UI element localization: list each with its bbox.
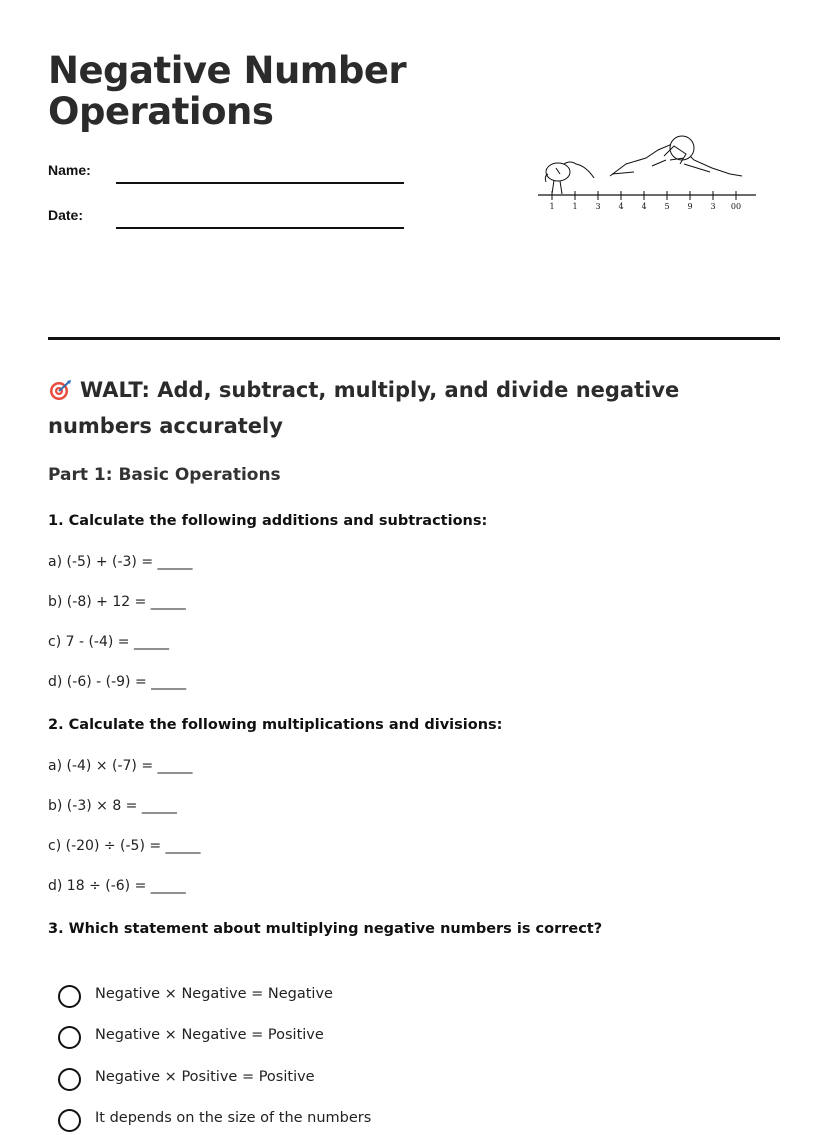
name-line[interactable] — [116, 182, 404, 184]
q2-item-b: b) (-3) × 8 = _____ — [48, 798, 177, 814]
number-line-label: 3 — [595, 202, 601, 211]
number-line-label: 9 — [687, 202, 693, 211]
number-line-label: 1 — [572, 202, 578, 211]
walt-text: WALT: Add, subtract, multiply, and divide negative numbers accurately — [48, 378, 680, 438]
kiwi-mountain-number-line-illustration — [534, 134, 760, 214]
radio-button[interactable] — [58, 1026, 81, 1049]
q3-option-4-label: It depends on the size of the numbers — [95, 1110, 372, 1126]
q1-item-c: c) 7 - (-4) = _____ — [48, 634, 169, 650]
number-line-label: 5 — [664, 202, 670, 211]
question-1-heading: 1. Calculate the following additions and subtractions: — [48, 513, 488, 529]
question-3-heading: 3. Which statement about multiplying negative numbers is correct? — [48, 921, 603, 937]
name-field[interactable] — [48, 160, 408, 190]
name-label: Name: — [48, 162, 91, 178]
q2-item-a: a) (-4) × (-7) = _____ — [48, 758, 193, 774]
section-divider — [48, 337, 780, 340]
q3-option-3-label: Negative × Positive = Positive — [95, 1069, 315, 1085]
q2-item-d: d) 18 ÷ (-6) = _____ — [48, 878, 186, 894]
q3-option-1-label: Negative × Negative = Negative — [95, 986, 333, 1002]
q1-item-d: d) (-6) - (-9) = _____ — [48, 674, 187, 690]
q3-option-2-label: Negative × Negative = Positive — [95, 1027, 324, 1043]
q1-item-b: b) (-8) + 12 = _____ — [48, 594, 186, 610]
date-field[interactable] — [48, 205, 408, 235]
question-2-heading: 2. Calculate the following multiplications and divisions: — [48, 717, 503, 733]
walt-heading — [48, 372, 768, 444]
number-line-label: 3 — [710, 202, 716, 211]
radio-button[interactable] — [58, 1068, 81, 1091]
number-line-label: 4 — [641, 202, 647, 211]
q2-item-c: c) (-20) ÷ (-5) = _____ — [48, 838, 201, 854]
worksheet-title: Negative Number Operations — [48, 49, 407, 133]
number-line-label: 00 — [730, 202, 742, 211]
number-line-label: 1 — [549, 202, 555, 211]
date-line[interactable] — [116, 227, 404, 229]
radio-button[interactable] — [58, 985, 81, 1008]
part-1-heading: Part 1: Basic Operations — [48, 465, 281, 485]
radio-button[interactable] — [58, 1109, 81, 1132]
target-icon — [48, 379, 74, 401]
q1-item-a: a) (-5) + (-3) = _____ — [48, 554, 193, 570]
number-line-label: 4 — [618, 202, 624, 211]
date-label: Date: — [48, 207, 84, 223]
